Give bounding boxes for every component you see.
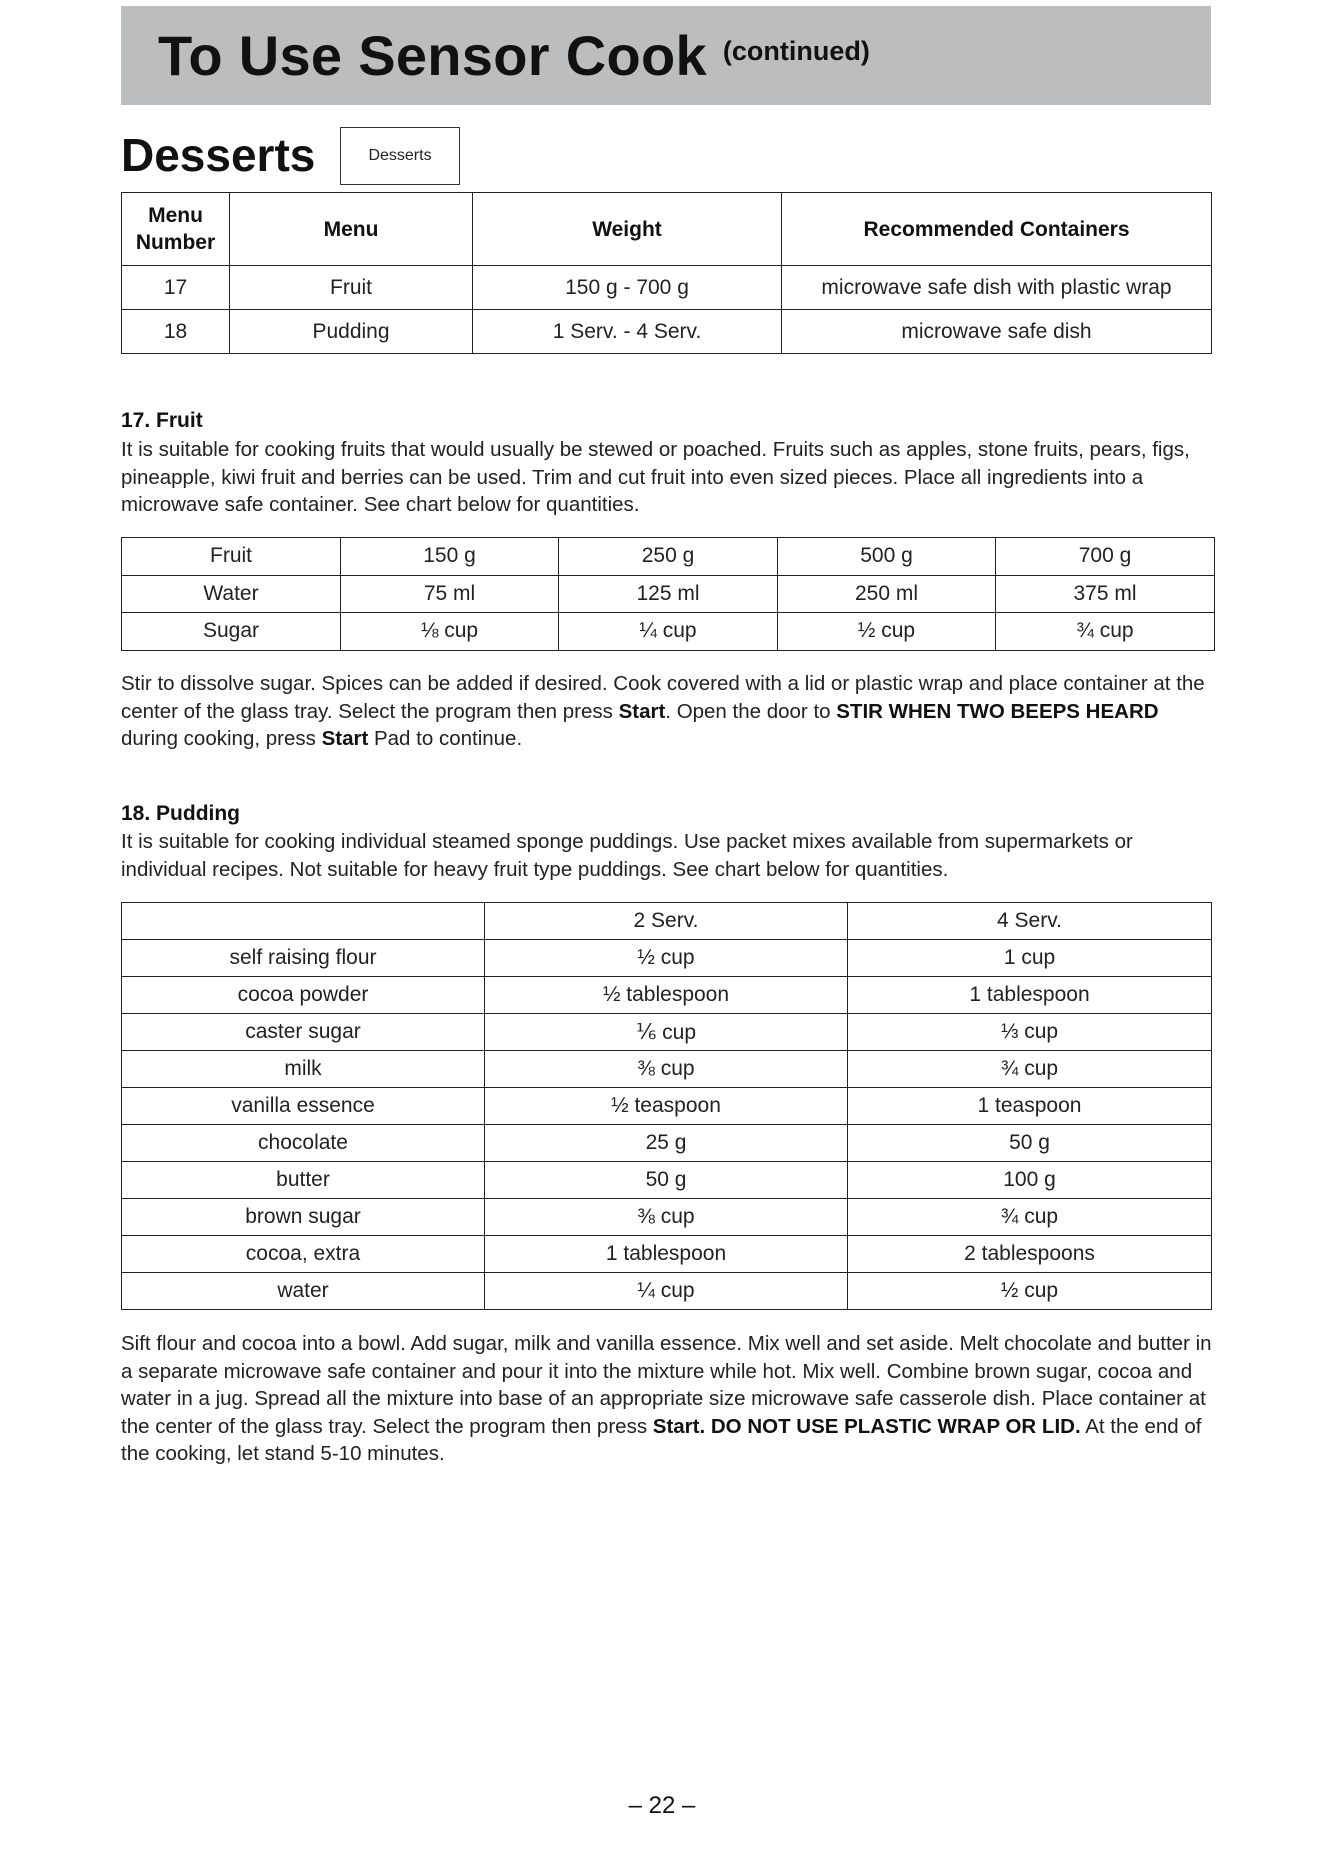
table-cell: 2 tablespoons (848, 1236, 1212, 1273)
table-cell (122, 903, 485, 940)
table-cell: Water (122, 575, 341, 613)
table-cell: 1 tablespoon (848, 977, 1212, 1014)
table-cell: caster sugar (122, 1014, 485, 1051)
fruit-quantity-table (121, 537, 1215, 651)
table-cell: vanilla essence (122, 1088, 485, 1125)
table-cell: 50 g (848, 1125, 1212, 1162)
table-cell: brown sugar (122, 1199, 485, 1236)
instruction-emphasis: DO NOT USE PLASTIC WRAP OR LID. (710, 1414, 1081, 1438)
table-cell: ⅓ cup (848, 1014, 1212, 1051)
pudding-quantity-table (121, 902, 1212, 1310)
instruction-text: Pad to continue. (368, 727, 523, 750)
table-cell: ½ teaspoon (485, 1088, 848, 1125)
table-cell: ¾ cup (996, 613, 1215, 651)
table-cell: ½ cup (848, 1273, 1212, 1310)
table-cell: 50 g (485, 1162, 848, 1199)
table-cell: ½ tablespoon (485, 977, 848, 1014)
instruction-text: Stir to dissolve sugar. Spices can be added if desired. Cook covered with a lid or plastic wrap and place container at the center of the glass tray. Select the program then press (121, 672, 1205, 723)
table-row (122, 1162, 1212, 1199)
table-cell: ¾ cup (848, 1199, 1212, 1236)
table-cell: 75 ml (341, 575, 559, 613)
fruit-heading: 17. Fruit (121, 409, 203, 432)
table-row (122, 575, 1215, 613)
table-row (122, 940, 1212, 977)
table-header-row (122, 193, 1212, 266)
table-cell: 17 (122, 266, 230, 310)
pudding-heading: 18. Pudding (121, 802, 241, 825)
instruction-text: At the end of the cooking, let stand 5-10 minutes. (121, 1414, 1202, 1465)
instruction-emphasis: STIR WHEN TWO BEEPS HEARD (836, 699, 1159, 723)
table-cell: Fruit (122, 538, 341, 576)
instruction-emphasis: Start (321, 727, 369, 750)
table-cell: ¼ cup (559, 613, 778, 651)
table-cell: chocolate (122, 1125, 485, 1162)
header-cell: Recommended Containers (782, 193, 1212, 266)
instruction-emphasis: Start. (652, 1414, 706, 1438)
table-header-row (122, 903, 1212, 940)
table-cell: 1 cup (848, 940, 1212, 977)
table-cell: 18 (122, 310, 230, 354)
table-cell: 700 g (996, 538, 1215, 576)
table-cell: ¾ cup (848, 1051, 1212, 1088)
table-cell: ⅜ cup (485, 1051, 848, 1088)
table-row (122, 613, 1215, 651)
table-cell: 250 g (559, 538, 778, 576)
table-cell: 150 g - 700 g (473, 266, 782, 310)
table-cell: 125 ml (559, 575, 778, 613)
header-band (121, 6, 1211, 105)
menu-table (121, 192, 1212, 354)
table-cell: 500 g (778, 538, 996, 576)
header-cell: Weight (473, 193, 782, 266)
table-cell: ½ cup (485, 940, 848, 977)
table-cell: 375 ml (996, 575, 1215, 613)
table-cell: Fruit (230, 266, 473, 310)
table-cell: 2 Serv. (485, 903, 848, 940)
table-cell: ½ cup (778, 613, 996, 651)
table-cell: microwave safe dish (782, 310, 1212, 354)
table-cell: butter (122, 1162, 485, 1199)
table-row (122, 538, 1215, 576)
table-row (122, 1125, 1212, 1162)
table-row (122, 977, 1212, 1014)
table-cell: ¼ cup (485, 1273, 848, 1310)
table-row (122, 1199, 1212, 1236)
fruit-intro: It is suitable for cooking fruits that would usually be stewed or poached. Fruits such as apples, stone fruits, pears, figs, pineapple, kiwi fruit and berries can be used. Trim and cut fruit into even sized pieces. Place all ingredients into a microwave safe container. See chart below for quantities. (121, 438, 1190, 516)
table-cell: ⅙ cup (485, 1014, 848, 1051)
table-row (122, 1273, 1212, 1310)
pudding-instructions (121, 1330, 1216, 1468)
page-subtitle: (continued) (722, 36, 870, 66)
table-cell: 1 teaspoon (848, 1088, 1212, 1125)
table-cell: self raising flour (122, 940, 485, 977)
table-cell: ⅜ cup (485, 1199, 848, 1236)
section-badge: Desserts (340, 127, 460, 185)
table-cell: milk (122, 1051, 485, 1088)
table-cell: 1 tablespoon (485, 1236, 848, 1273)
table-cell: 150 g (341, 538, 559, 576)
pudding-intro: It is suitable for cooking individual steamed sponge puddings. Use packet mixes available from supermarkets or individual recipes. Not suitable for heavy fruit type puddings. See chart below for quantities. (121, 830, 1133, 881)
table-cell: cocoa, extra (122, 1236, 485, 1273)
table-cell: Pudding (230, 310, 473, 354)
table-cell: microwave safe dish with plastic wrap (782, 266, 1212, 310)
table-cell: 4 Serv. (848, 903, 1212, 940)
table-cell: 1 Serv. - 4 Serv. (473, 310, 782, 354)
table-row (122, 1088, 1212, 1125)
page-number: – 22 – (628, 1792, 696, 1819)
table-row (122, 266, 1212, 310)
header-cell: Menu (230, 193, 473, 266)
table-row (122, 1051, 1212, 1088)
table-row (122, 310, 1212, 354)
instruction-text: during cooking, press (121, 727, 322, 750)
table-cell: 100 g (848, 1162, 1212, 1199)
table-row (122, 1014, 1212, 1051)
instruction-text: Sift flour and cocoa into a bowl. Add sugar, milk and vanilla essence. Mix well and set aside. Melt chocolate and butter in a separate microwave safe container and pour it into the mixture while hot. Mix well. Combine brown sugar, cocoa and water in a jug. Spread all the mixture into base of an appropriate size microwave safe casserole dish. Place container at the center of the glass tray. Select the program then press (121, 1332, 1212, 1438)
header-cell: Menu Number (122, 193, 230, 266)
section-title: Desserts (121, 129, 316, 181)
table-cell: water (122, 1273, 485, 1310)
instruction-text: . Open the door to (665, 699, 837, 723)
instruction-emphasis: Start (618, 699, 666, 723)
table-row (122, 1236, 1212, 1273)
table-cell: ⅛ cup (341, 613, 559, 651)
table-cell: 25 g (485, 1125, 848, 1162)
table-cell: cocoa powder (122, 977, 485, 1014)
table-cell: Sugar (122, 613, 341, 651)
fruit-instructions (121, 670, 1216, 753)
page-title: To Use Sensor Cook (158, 24, 707, 87)
table-cell: 250 ml (778, 575, 996, 613)
